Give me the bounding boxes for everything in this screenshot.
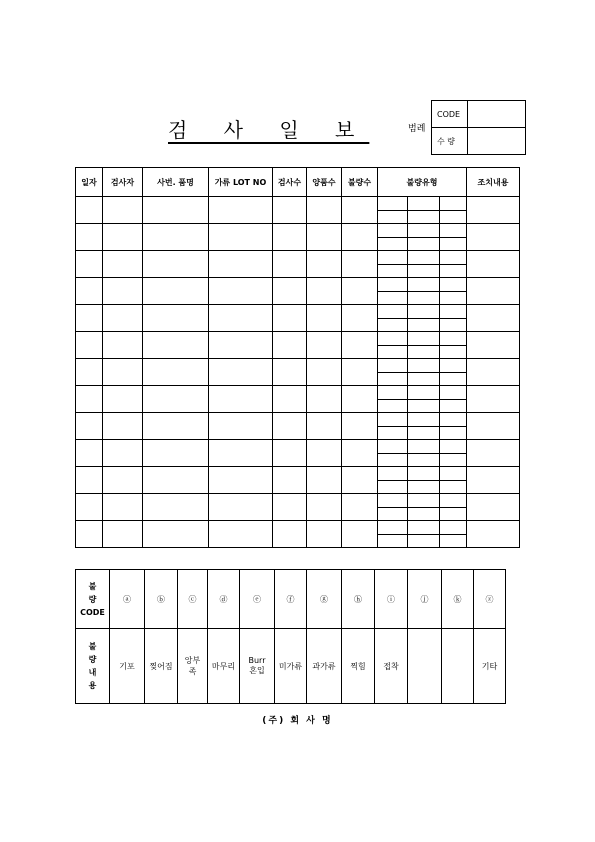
action-cell[interactable] [467, 440, 520, 467]
defect-type-cell[interactable] [408, 467, 440, 481]
table-cell[interactable] [143, 224, 209, 251]
header-good-qty: 양품수 [307, 168, 342, 197]
defect-type-cell[interactable] [440, 332, 467, 346]
table-cell[interactable] [143, 359, 209, 386]
table-cell[interactable] [143, 251, 209, 278]
defect-code-cell: ⓕ [275, 570, 307, 629]
table-cell[interactable] [76, 224, 103, 251]
defect-type-cell[interactable] [440, 480, 467, 494]
defect-type-cell[interactable] [440, 521, 467, 535]
table-cell[interactable] [143, 278, 209, 305]
table-cell[interactable] [76, 440, 103, 467]
defect-type-cell[interactable] [378, 318, 408, 332]
table-cell[interactable] [209, 251, 273, 278]
table-cell[interactable] [209, 278, 273, 305]
defect-code-cell: ⓗ [342, 570, 375, 629]
defect-type-cell[interactable] [408, 440, 440, 454]
defect-type-cell[interactable] [408, 507, 440, 521]
action-cell[interactable] [467, 305, 520, 332]
header-action: 조치내용 [467, 168, 520, 197]
table-cell[interactable] [307, 197, 342, 224]
table-cell[interactable] [143, 413, 209, 440]
defect-code-row [76, 570, 506, 629]
defect-type-cell[interactable] [440, 291, 467, 305]
header-defect-qty: 불량수 [342, 168, 378, 197]
defect-type-cell[interactable] [440, 467, 467, 481]
defect-type-cell[interactable] [378, 332, 408, 346]
defect-type-cell[interactable] [408, 251, 440, 265]
defect-type-cell[interactable] [440, 305, 467, 319]
defect-content-cell: 접착 [375, 629, 408, 704]
table-cell[interactable] [273, 359, 307, 386]
table-cell[interactable] [342, 332, 378, 359]
defect-type-cell[interactable] [378, 453, 408, 467]
defect-type-cell[interactable] [378, 210, 408, 224]
defect-type-cell[interactable] [440, 534, 467, 548]
defect-type-cell[interactable] [378, 305, 408, 319]
defect-type-cell[interactable] [408, 318, 440, 332]
table-row [76, 494, 520, 508]
action-cell[interactable] [467, 467, 520, 494]
table-cell[interactable] [307, 332, 342, 359]
defect-type-cell[interactable] [408, 399, 440, 413]
table-cell[interactable] [342, 359, 378, 386]
table-cell[interactable] [209, 440, 273, 467]
defect-content-cell: 찍힘 [342, 629, 375, 704]
defect-type-cell[interactable] [378, 507, 408, 521]
table-cell[interactable] [273, 440, 307, 467]
defect-type-cell[interactable] [440, 507, 467, 521]
table-cell[interactable] [76, 359, 103, 386]
header-defect-type: 불량유형 [378, 168, 467, 197]
defect-type-cell[interactable] [440, 494, 467, 508]
table-cell[interactable] [209, 521, 273, 548]
header-inspector: 검사자 [103, 168, 143, 197]
table-cell[interactable] [273, 521, 307, 548]
defect-type-cell[interactable] [440, 264, 467, 278]
table-cell[interactable] [143, 305, 209, 332]
table-cell[interactable] [103, 467, 143, 494]
qty-value-field[interactable] [468, 128, 526, 155]
table-row [76, 224, 520, 238]
defect-type-cell[interactable] [408, 237, 440, 251]
table-cell[interactable] [342, 494, 378, 521]
table-cell[interactable] [103, 224, 143, 251]
defect-code-cell: ⓘ [375, 570, 408, 629]
table-cell[interactable] [209, 197, 273, 224]
header-date: 일자 [76, 168, 103, 197]
defect-type-cell[interactable] [440, 318, 467, 332]
defect-type-cell[interactable] [378, 291, 408, 305]
table-cell[interactable] [209, 386, 273, 413]
table-cell[interactable] [273, 197, 307, 224]
defect-type-cell[interactable] [408, 453, 440, 467]
table-cell[interactable] [103, 521, 143, 548]
table-cell[interactable] [76, 197, 103, 224]
table-cell[interactable] [76, 386, 103, 413]
table-row [76, 197, 520, 211]
defect-code-cell: ⓩ [474, 570, 506, 629]
table-cell[interactable] [76, 521, 103, 548]
defect-type-cell[interactable] [440, 197, 467, 211]
table-cell[interactable] [342, 440, 378, 467]
defect-type-cell[interactable] [378, 372, 408, 386]
defect-type-cell[interactable] [378, 278, 408, 292]
defect-type-cell[interactable] [440, 278, 467, 292]
table-cell[interactable] [307, 521, 342, 548]
defect-type-cell[interactable] [408, 372, 440, 386]
defect-type-cell[interactable] [440, 237, 467, 251]
defect-type-cell[interactable] [440, 453, 467, 467]
header-part-name: 사번. 품명 [143, 168, 209, 197]
inspection-table [75, 167, 520, 548]
defect-code-cell: ⓓ [208, 570, 240, 629]
action-cell[interactable] [467, 197, 520, 224]
table-cell[interactable] [103, 197, 143, 224]
defect-type-cell[interactable] [440, 413, 467, 427]
table-cell[interactable] [307, 494, 342, 521]
table-cell[interactable] [342, 305, 378, 332]
table-cell[interactable] [103, 305, 143, 332]
code-qty-box [431, 100, 526, 155]
table-cell[interactable] [143, 494, 209, 521]
table-row [76, 521, 520, 535]
defect-content-cell [442, 629, 474, 704]
defect-content-row [76, 629, 506, 704]
defect-content-cell: 기타 [474, 629, 506, 704]
company-name: (주) 회 사 명 [262, 716, 333, 726]
defect-type-cell[interactable] [378, 359, 408, 373]
action-cell[interactable] [467, 386, 520, 413]
action-cell[interactable] [467, 413, 520, 440]
table-cell[interactable] [273, 494, 307, 521]
defect-code-cell: ⓐ [110, 570, 145, 629]
action-cell[interactable] [467, 521, 520, 548]
defect-code-header: 불 량 CODE [76, 570, 110, 629]
table-cell[interactable] [342, 224, 378, 251]
action-cell[interactable] [467, 224, 520, 251]
action-cell[interactable] [467, 251, 520, 278]
table-row [76, 305, 520, 319]
table-cell[interactable] [342, 197, 378, 224]
defect-type-cell[interactable] [408, 291, 440, 305]
qty-label: 수 량 [432, 128, 468, 155]
table-cell[interactable] [273, 332, 307, 359]
inspection-table-body [76, 197, 520, 548]
defect-type-cell[interactable] [378, 386, 408, 400]
table-cell[interactable] [342, 521, 378, 548]
code-value-field[interactable] [468, 101, 526, 128]
table-cell[interactable] [307, 278, 342, 305]
defect-code-cell: ⓙ [408, 570, 442, 629]
defect-type-cell[interactable] [408, 359, 440, 373]
table-cell[interactable] [76, 251, 103, 278]
defect-type-cell[interactable] [378, 521, 408, 535]
table-row [76, 386, 520, 400]
table-cell[interactable] [103, 359, 143, 386]
defect-type-cell[interactable] [408, 494, 440, 508]
defect-type-cell[interactable] [378, 197, 408, 211]
table-cell[interactable] [103, 386, 143, 413]
header-inspected-qty: 검사수 [273, 168, 307, 197]
table-row [76, 251, 520, 265]
table-row [76, 278, 520, 292]
defect-content-cell: Burr 혼입 [240, 629, 275, 704]
defect-content-cell: 과가류 [307, 629, 342, 704]
defect-code-cell: ⓔ [240, 570, 275, 629]
table-cell[interactable] [209, 494, 273, 521]
defect-type-cell[interactable] [408, 210, 440, 224]
defect-content-cell: 찢어짐 [145, 629, 178, 704]
defect-type-cell[interactable] [378, 264, 408, 278]
table-cell[interactable] [209, 332, 273, 359]
defect-type-cell[interactable] [378, 494, 408, 508]
table-cell[interactable] [103, 332, 143, 359]
table-cell[interactable] [143, 197, 209, 224]
table-cell[interactable] [307, 305, 342, 332]
defect-type-cell[interactable] [378, 399, 408, 413]
table-cell[interactable] [209, 467, 273, 494]
table-cell[interactable] [307, 386, 342, 413]
defect-content-cell [408, 629, 442, 704]
header-lot-no: 가류 LOT NO [209, 168, 273, 197]
defect-type-cell[interactable] [408, 480, 440, 494]
defect-type-cell[interactable] [408, 521, 440, 535]
table-cell[interactable] [103, 413, 143, 440]
table-cell[interactable] [209, 413, 273, 440]
table-cell[interactable] [307, 440, 342, 467]
defect-type-cell[interactable] [440, 345, 467, 359]
table-cell[interactable] [103, 440, 143, 467]
defect-code-table [75, 569, 506, 704]
defect-code-cell: ⓚ [442, 570, 474, 629]
defect-type-cell[interactable] [408, 305, 440, 319]
defect-type-cell[interactable] [408, 264, 440, 278]
defect-type-cell[interactable] [408, 278, 440, 292]
defect-code-cell: ⓖ [307, 570, 342, 629]
table-row [76, 359, 520, 373]
defect-type-cell[interactable] [378, 467, 408, 481]
defect-content-cell: 기포 [110, 629, 145, 704]
table-row [76, 332, 520, 346]
defect-type-cell[interactable] [408, 386, 440, 400]
defect-type-cell[interactable] [440, 426, 467, 440]
table-cell[interactable] [342, 251, 378, 278]
table-row [76, 440, 520, 454]
defect-content-cell: 미가류 [275, 629, 307, 704]
table-cell[interactable] [103, 278, 143, 305]
table-cell[interactable] [143, 521, 209, 548]
table-cell[interactable] [273, 467, 307, 494]
defect-type-cell[interactable] [378, 534, 408, 548]
table-cell[interactable] [76, 278, 103, 305]
defect-type-cell[interactable] [440, 210, 467, 224]
defect-content-cell: 앙부 족 [178, 629, 208, 704]
defect-type-cell[interactable] [440, 399, 467, 413]
action-cell[interactable] [467, 359, 520, 386]
action-cell[interactable] [467, 332, 520, 359]
table-cell[interactable] [76, 467, 103, 494]
page-title: 검 사 일 보 [168, 118, 370, 142]
table-cell[interactable] [76, 305, 103, 332]
defect-type-cell[interactable] [378, 237, 408, 251]
table-cell[interactable] [342, 386, 378, 413]
defect-type-cell[interactable] [378, 345, 408, 359]
defect-type-cell[interactable] [378, 440, 408, 454]
code-label: CODE [432, 101, 468, 128]
table-cell[interactable] [342, 413, 378, 440]
defect-type-cell[interactable] [440, 224, 467, 238]
defect-type-cell[interactable] [378, 480, 408, 494]
table-cell[interactable] [307, 359, 342, 386]
table-cell[interactable] [307, 224, 342, 251]
defect-code-cell: ⓑ [145, 570, 178, 629]
defect-type-cell[interactable] [378, 224, 408, 238]
defect-code-cell: ⓒ [178, 570, 208, 629]
table-cell[interactable] [307, 413, 342, 440]
table-cell[interactable] [273, 278, 307, 305]
defect-content-cell: 마무리 [208, 629, 240, 704]
table-cell[interactable] [342, 278, 378, 305]
table-cell[interactable] [273, 413, 307, 440]
table-cell[interactable] [103, 251, 143, 278]
table-cell[interactable] [273, 251, 307, 278]
defect-type-cell[interactable] [408, 197, 440, 211]
defect-content-header: 불 량 내 용 [76, 629, 110, 704]
table-cell[interactable] [273, 386, 307, 413]
defect-type-cell[interactable] [378, 426, 408, 440]
table-cell[interactable] [143, 467, 209, 494]
table-cell[interactable] [76, 494, 103, 521]
action-cell[interactable] [467, 494, 520, 521]
defect-type-cell[interactable] [378, 251, 408, 265]
table-cell[interactable] [209, 359, 273, 386]
table-cell[interactable] [209, 224, 273, 251]
table-cell[interactable] [76, 413, 103, 440]
table-cell[interactable] [143, 440, 209, 467]
defect-type-cell[interactable] [408, 534, 440, 548]
defect-type-cell[interactable] [440, 440, 467, 454]
table-cell[interactable] [273, 305, 307, 332]
table-row [76, 467, 520, 481]
defect-type-cell[interactable] [408, 345, 440, 359]
defect-type-cell[interactable] [408, 413, 440, 427]
defect-type-cell[interactable] [440, 359, 467, 373]
defect-type-cell[interactable] [408, 426, 440, 440]
table-cell[interactable] [143, 386, 209, 413]
defect-type-cell[interactable] [440, 251, 467, 265]
table-row [76, 413, 520, 427]
defect-type-cell[interactable] [378, 413, 408, 427]
table-cell[interactable] [209, 305, 273, 332]
table-cell[interactable] [307, 467, 342, 494]
defect-type-cell[interactable] [440, 386, 467, 400]
table-cell[interactable] [342, 467, 378, 494]
table-cell[interactable] [143, 332, 209, 359]
table-cell[interactable] [76, 332, 103, 359]
legend-label: 범례 [408, 124, 426, 134]
defect-type-cell[interactable] [408, 332, 440, 346]
table-cell[interactable] [273, 224, 307, 251]
table-cell[interactable] [103, 494, 143, 521]
defect-type-cell[interactable] [440, 372, 467, 386]
action-cell[interactable] [467, 278, 520, 305]
defect-type-cell[interactable] [408, 224, 440, 238]
table-cell[interactable] [307, 251, 342, 278]
